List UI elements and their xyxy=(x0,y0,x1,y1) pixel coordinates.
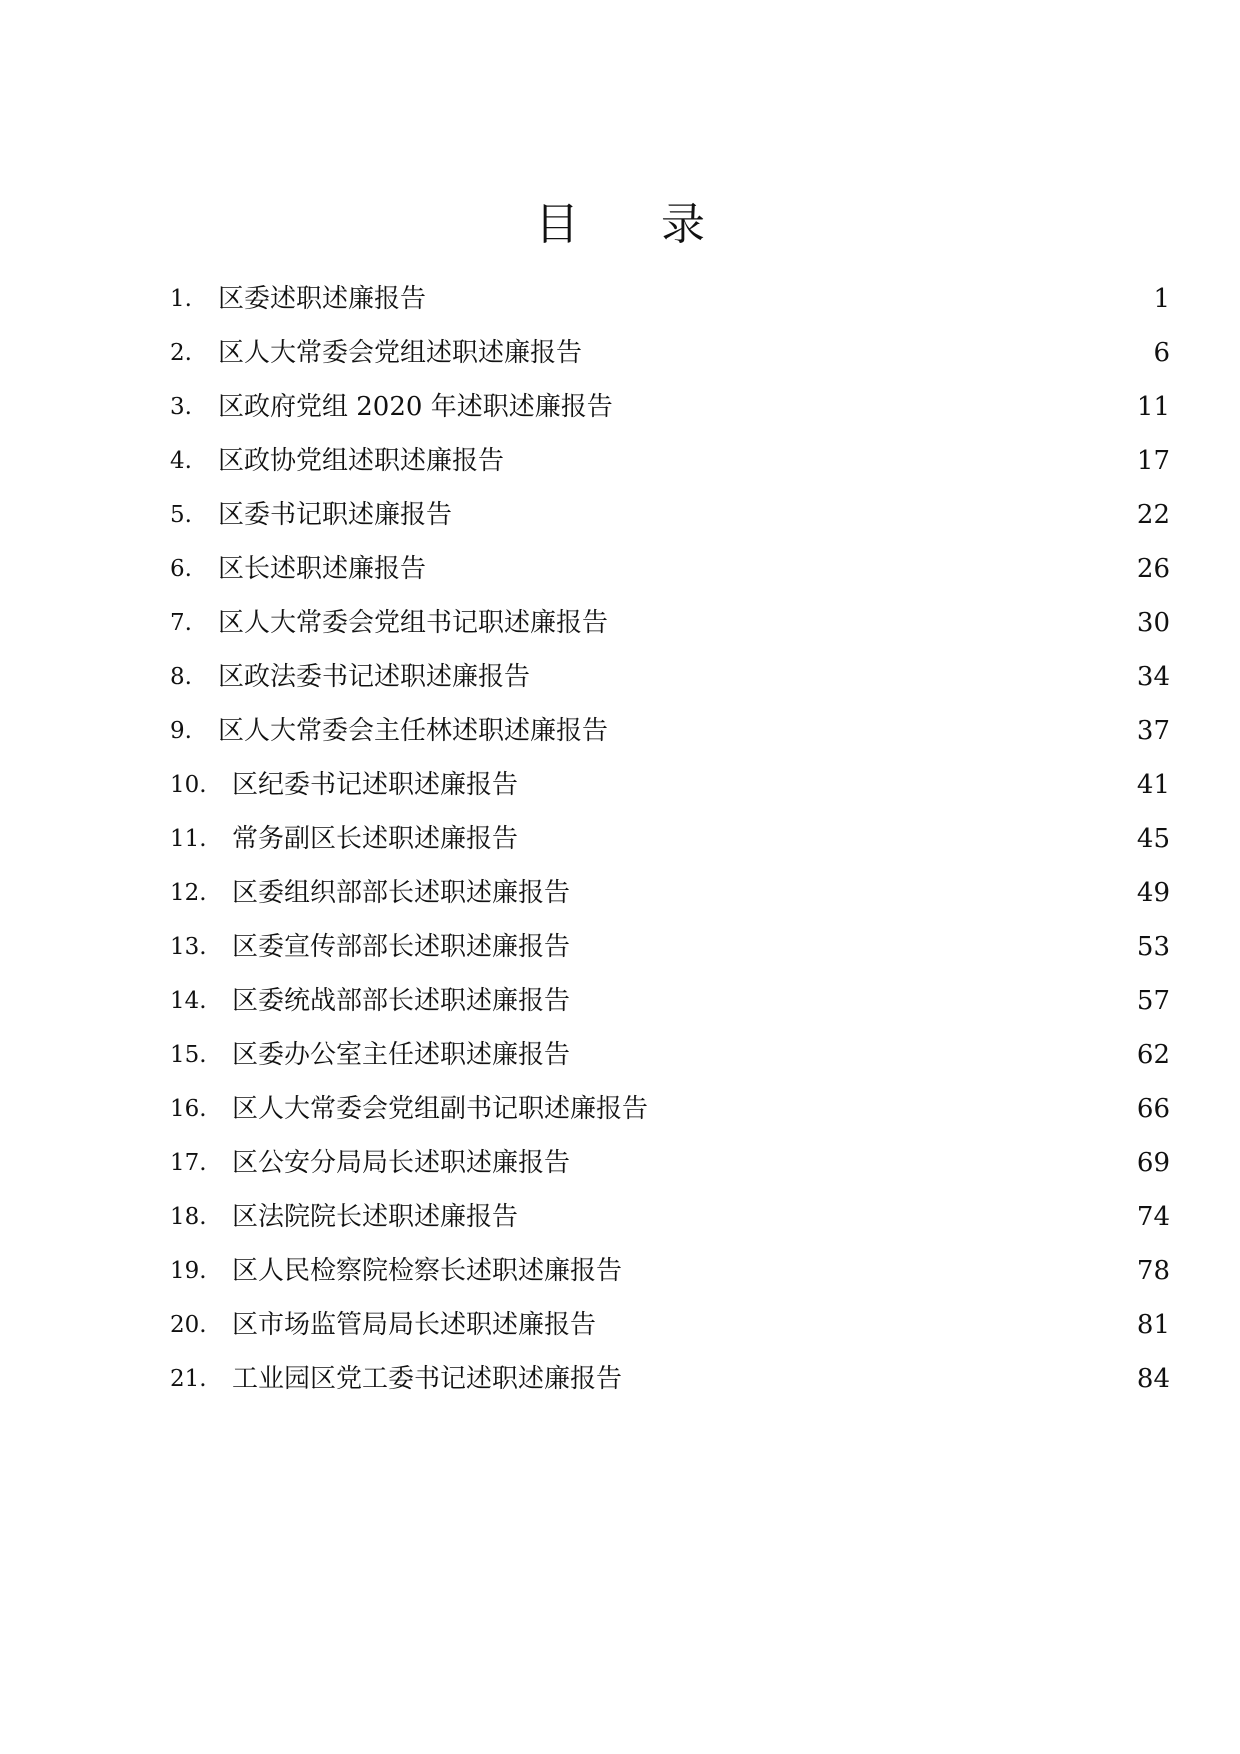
toc-entry[interactable] xyxy=(170,434,1170,488)
toc-entry-number: 17. xyxy=(170,1150,207,1176)
toc-entry-number: 10. xyxy=(170,772,207,798)
toc-entry[interactable] xyxy=(170,812,1170,866)
toc-entry-number: 8. xyxy=(170,664,192,690)
toc-entry-title: 区委书记职述廉报告 xyxy=(218,500,453,530)
toc-entry-page-number: 45 xyxy=(1136,824,1170,854)
toc-entry-page-number: 78 xyxy=(1136,1256,1170,1286)
toc-entry[interactable] xyxy=(170,650,1170,704)
toc-entry-number: 1. xyxy=(170,286,192,312)
toc-entry[interactable] xyxy=(170,704,1170,758)
table-of-contents xyxy=(170,272,1170,1406)
toc-entry-title: 区长述职述廉报告 xyxy=(218,554,427,584)
toc-entry-title: 区人大常委会主任林述职述廉报告 xyxy=(218,716,609,746)
toc-entry-title: 区委统战部部长述职述廉报告 xyxy=(232,986,571,1016)
toc-entry-number: 4. xyxy=(170,448,192,474)
toc-entry-page-number: 17 xyxy=(1136,446,1170,476)
toc-entry[interactable] xyxy=(170,1028,1170,1082)
toc-entry-number: 21. xyxy=(170,1366,207,1392)
toc-entry-number: 9. xyxy=(170,718,192,744)
toc-entry-title: 区委述职述廉报告 xyxy=(218,284,427,314)
toc-entry-title: 区人大常委会党组述职述廉报告 xyxy=(218,338,583,368)
toc-entry-number: 20. xyxy=(170,1312,207,1338)
toc-entry[interactable] xyxy=(170,1352,1170,1406)
toc-entry-title: 区法院院长述职述廉报告 xyxy=(232,1202,519,1232)
toc-entry-number: 15. xyxy=(170,1042,207,1068)
toc-entry-title: 区人大常委会党组副书记职述廉报告 xyxy=(232,1094,649,1124)
toc-entry-title: 区委办公室主任述职述廉报告 xyxy=(232,1040,571,1070)
toc-entry-title: 区人民检察院检察长述职述廉报告 xyxy=(232,1256,623,1286)
toc-entry[interactable] xyxy=(170,542,1170,596)
toc-entry-page-number: 6 xyxy=(1153,338,1170,368)
toc-entry-number: 16. xyxy=(170,1096,207,1122)
toc-entry-title: 区政法委书记述职述廉报告 xyxy=(218,662,531,692)
toc-entry-page-number: 69 xyxy=(1136,1148,1170,1178)
toc-entry-number: 2. xyxy=(170,340,192,366)
page-title: 目 录 xyxy=(535,199,739,251)
toc-entry[interactable] xyxy=(170,920,1170,974)
toc-entry[interactable] xyxy=(170,1298,1170,1352)
toc-entry[interactable] xyxy=(170,596,1170,650)
toc-entry-title: 区委组织部部长述职述廉报告 xyxy=(232,878,571,908)
toc-entry-page-number: 84 xyxy=(1136,1364,1170,1394)
toc-entry-title: 区政府党组 2020 年述职述廉报告 xyxy=(218,392,613,422)
toc-entry-title: 区公安分局局长述职述廉报告 xyxy=(232,1148,571,1178)
toc-entry[interactable] xyxy=(170,1082,1170,1136)
toc-entry[interactable] xyxy=(170,866,1170,920)
toc-entry-page-number: 53 xyxy=(1136,932,1170,962)
toc-entry-page-number: 26 xyxy=(1136,554,1170,584)
toc-entry-number: 7. xyxy=(170,610,192,636)
toc-entry[interactable] xyxy=(170,1136,1170,1190)
toc-entry[interactable] xyxy=(170,974,1170,1028)
toc-entry-title: 工业园区党工委书记述职述廉报告 xyxy=(232,1364,623,1394)
toc-entry-number: 11. xyxy=(170,826,207,852)
toc-entry-page-number: 49 xyxy=(1136,878,1170,908)
toc-entry-page-number: 11 xyxy=(1136,392,1170,422)
toc-entry-page-number: 41 xyxy=(1136,770,1170,800)
toc-entry-title: 常务副区长述职述廉报告 xyxy=(232,824,519,854)
toc-entry-page-number: 1 xyxy=(1153,284,1170,314)
toc-entry-number: 6. xyxy=(170,556,192,582)
toc-entry-number: 13. xyxy=(170,934,207,960)
toc-entry[interactable] xyxy=(170,1190,1170,1244)
toc-entry-page-number: 57 xyxy=(1136,986,1170,1016)
toc-entry-number: 18. xyxy=(170,1204,207,1230)
toc-entry[interactable] xyxy=(170,380,1170,434)
toc-entry-number: 19. xyxy=(170,1258,207,1284)
toc-entry-page-number: 30 xyxy=(1136,608,1170,638)
toc-entry-page-number: 62 xyxy=(1136,1040,1170,1070)
toc-entry-page-number: 81 xyxy=(1136,1310,1170,1340)
toc-entry-number: 5. xyxy=(170,502,192,528)
toc-entry-page-number: 37 xyxy=(1136,716,1170,746)
toc-entry-page-number: 34 xyxy=(1136,662,1170,692)
toc-entry[interactable] xyxy=(170,272,1170,326)
toc-entry-title: 区人大常委会党组书记职述廉报告 xyxy=(218,608,609,638)
toc-entry[interactable] xyxy=(170,1244,1170,1298)
toc-entry-page-number: 74 xyxy=(1136,1202,1170,1232)
toc-entry-number: 3. xyxy=(170,394,192,420)
toc-entry-number: 14. xyxy=(170,988,207,1014)
toc-entry-page-number: 66 xyxy=(1136,1094,1170,1124)
toc-entry-title: 区政协党组述职述廉报告 xyxy=(218,446,505,476)
toc-entry-number: 12. xyxy=(170,880,207,906)
toc-entry[interactable] xyxy=(170,758,1170,812)
toc-entry[interactable] xyxy=(170,488,1170,542)
toc-entry[interactable] xyxy=(170,326,1170,380)
toc-entry-title: 区市场监管局局长述职述廉报告 xyxy=(232,1310,597,1340)
toc-entry-page-number: 22 xyxy=(1136,500,1170,530)
toc-entry-title: 区委宣传部部长述职述廉报告 xyxy=(232,932,571,962)
toc-entry-title: 区纪委书记述职述廉报告 xyxy=(232,770,519,800)
